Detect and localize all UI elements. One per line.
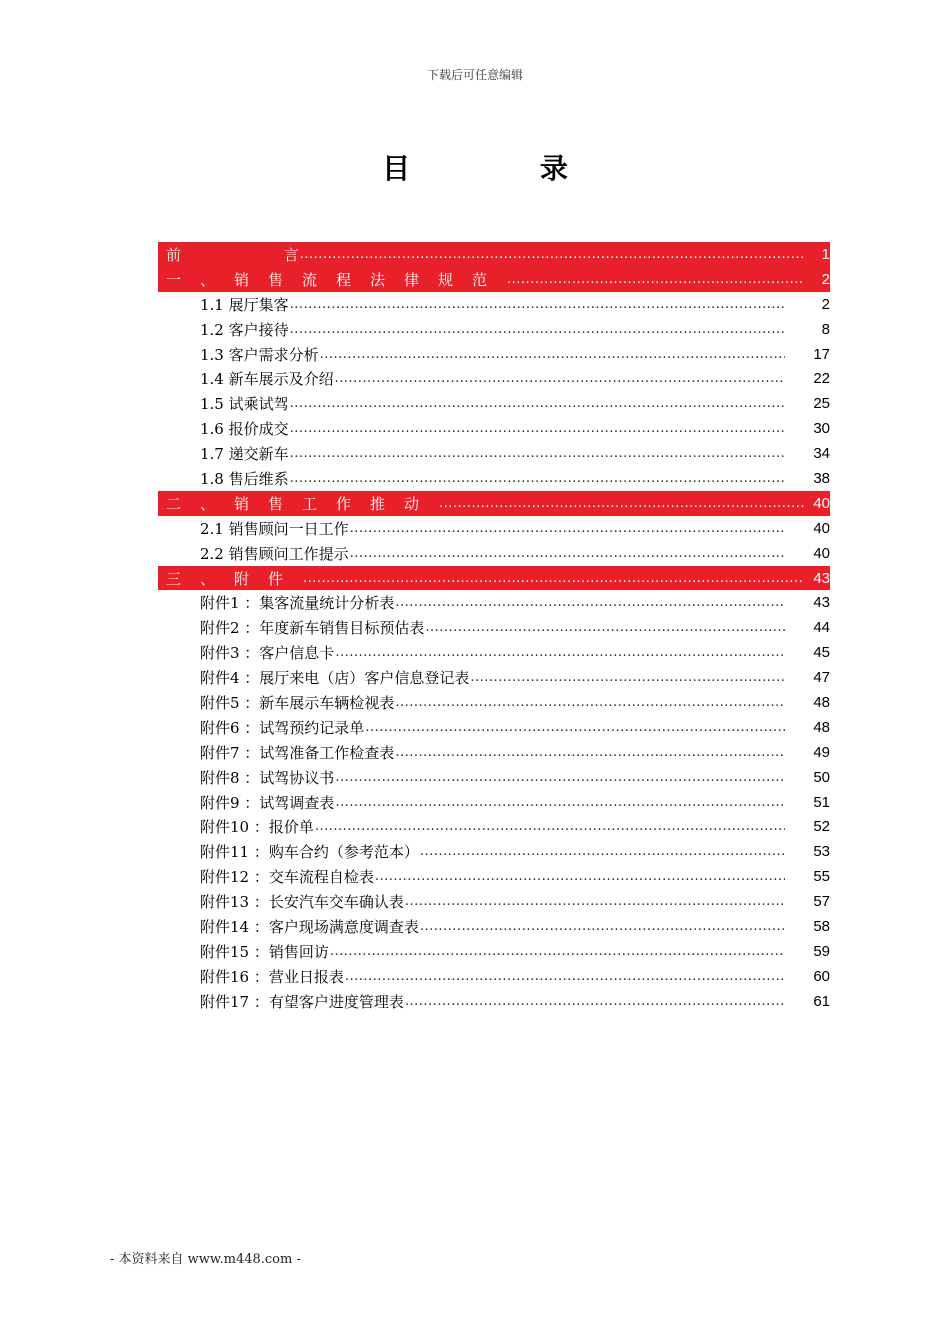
toc-leader-dots	[395, 595, 785, 610]
toc-page-number: 40	[813, 519, 830, 537]
toc-entry-label: 附件1 ：集客流量统计分析表	[200, 594, 395, 613]
toc-entry-row[interactable]	[158, 839, 830, 864]
toc-page-number: 43	[813, 569, 830, 587]
toc-entry-row[interactable]	[158, 914, 830, 939]
toc-leader-dots	[345, 969, 785, 984]
toc-entry-row[interactable]	[158, 541, 830, 566]
toc-page-number: 52	[813, 818, 830, 836]
toc-entry-label: 附件15 ：销售回访	[200, 942, 329, 961]
toc-page-number: 53	[813, 843, 830, 861]
toc-entry-label: 1.5 试乘试驾	[200, 395, 289, 414]
toc-page-number: 59	[813, 942, 830, 960]
toc-leader-dots	[290, 297, 785, 312]
toc-entry-label: 1.4 新车展示及介绍	[200, 370, 334, 389]
toc-entry-label: 前 言	[166, 245, 299, 264]
toc-entry-row[interactable]	[158, 889, 830, 914]
footer-note: - 本资料来自 www.m448.com -	[110, 1252, 301, 1267]
toc-entry-label: 附件10 ：报价单	[200, 818, 314, 837]
toc-entry-row[interactable]	[158, 790, 830, 815]
toc-page-number: 61	[813, 992, 830, 1010]
toc-leader-dots	[290, 421, 785, 436]
toc-entry-label: 附件16 ：营业日报表	[200, 967, 344, 986]
toc-entry-row[interactable]	[158, 665, 830, 690]
toc-entry-label: 附件12 ：交车流程自检表	[200, 868, 374, 887]
toc-leader-dots	[300, 247, 804, 262]
toc-entry-row[interactable]	[158, 715, 830, 740]
toc-entry-label: 附件6 ：试驾预约记录单	[200, 718, 365, 737]
toc-page-number: 2	[821, 270, 830, 288]
toc-leader-dots	[425, 620, 785, 635]
toc-entry-row[interactable]	[158, 690, 830, 715]
toc-entry-label: 2.2 销售顾问工作提示	[200, 544, 349, 563]
toc-page-number: 49	[813, 743, 830, 761]
toc-leader-dots	[335, 371, 785, 386]
toc-entry-label: 三、附件	[166, 569, 303, 588]
toc-leader-dots	[365, 720, 785, 735]
toc-page-number: 40	[813, 494, 830, 512]
toc-entry-label: 附件17 ：有望客户进度管理表	[200, 992, 404, 1011]
toc-entry-row[interactable]	[158, 864, 830, 889]
toc-entry-row[interactable]	[158, 964, 830, 989]
toc-entry-row[interactable]	[158, 441, 830, 466]
toc-page-number: 8	[821, 320, 830, 338]
toc-page-number: 55	[813, 868, 830, 886]
toc-entry-label: 1.1 展厅集客	[200, 295, 289, 314]
toc-entry-label: 附件13 ：长安汽车交车确认表	[200, 893, 404, 912]
toc-page-number: 60	[813, 967, 830, 985]
page-title: 目 录	[382, 152, 628, 185]
toc-entry-row[interactable]	[158, 640, 830, 665]
toc-entry-row[interactable]	[158, 740, 830, 765]
toc-page-number: 48	[813, 693, 830, 711]
toc-leader-dots	[395, 695, 785, 710]
toc-leader-dots	[375, 869, 785, 884]
toc-leader-dots	[290, 446, 785, 461]
toc-page-number: 51	[813, 793, 830, 811]
toc-entry-label: 附件3 ：客户信息卡	[200, 644, 335, 663]
toc-entry-label: 一、销售流程法律规范	[166, 270, 507, 289]
toc-page-number: 38	[813, 469, 830, 487]
toc-leader-dots	[335, 795, 785, 810]
toc-entry-label: 1.3 客户需求分析	[200, 345, 319, 364]
toc-page-number: 58	[813, 917, 830, 935]
toc-chapter-row[interactable]	[158, 566, 830, 591]
toc-chapter-row[interactable]	[158, 491, 830, 516]
toc-leader-dots	[405, 894, 785, 909]
toc-page-number: 43	[813, 594, 830, 612]
toc-leader-dots	[395, 745, 785, 760]
toc-entry-row[interactable]	[158, 416, 830, 441]
header-note: 下载后可任意编辑	[426, 68, 523, 82]
toc-entry-row[interactable]	[158, 939, 830, 964]
toc-entry-row[interactable]	[158, 989, 830, 1014]
toc-entry-label: 二、销售工作推动	[166, 494, 439, 513]
toc-leader-dots	[330, 944, 785, 959]
toc-entry-row[interactable]	[158, 391, 830, 416]
toc-entry-row[interactable]	[158, 466, 830, 491]
toc-entry-label: 附件9 ：试驾调查表	[200, 793, 335, 812]
toc-page-number: 48	[813, 718, 830, 736]
toc-leader-dots	[303, 571, 804, 586]
toc-leader-dots	[350, 521, 785, 536]
toc-leader-dots	[315, 819, 785, 834]
toc-entry-label: 附件14 ：客户现场满意度调查表	[200, 917, 419, 936]
toc-leader-dots	[290, 322, 785, 337]
toc-entry-row[interactable]	[158, 342, 830, 367]
toc-page-number: 34	[813, 445, 830, 463]
toc-entry-label: 附件8 ：试驾协议书	[200, 768, 335, 787]
toc-leader-dots	[507, 272, 804, 287]
toc-leader-dots	[320, 347, 785, 362]
toc-page-number: 57	[813, 893, 830, 911]
toc-leader-dots	[439, 496, 804, 511]
toc-entry-label: 附件5 ：新车展示车辆检视表	[200, 693, 395, 712]
toc-leader-dots	[335, 770, 785, 785]
toc-leader-dots	[350, 546, 785, 561]
toc-page-number: 44	[813, 619, 830, 637]
table-of-contents	[158, 242, 830, 1014]
toc-entry-label: 附件2 ：年度新车销售目标预估表	[200, 619, 425, 638]
toc-page-number: 25	[813, 395, 830, 413]
toc-page-number: 1	[821, 245, 830, 263]
toc-entry-row[interactable]	[158, 590, 830, 615]
toc-entry-row[interactable]	[158, 366, 830, 391]
toc-page-number: 40	[813, 544, 830, 562]
toc-entry-label: 1.7 递交新车	[200, 445, 289, 464]
toc-entry-label: 1.8 售后维系	[200, 469, 289, 488]
toc-chapter-row[interactable]	[158, 242, 830, 267]
toc-entry-label: 附件11 ：购车合约（参考范本）	[200, 843, 419, 862]
toc-leader-dots	[420, 919, 785, 934]
toc-entry-label: 1.2 客户接待	[200, 320, 289, 339]
toc-entry-row[interactable]	[158, 615, 830, 640]
toc-page-number: 45	[813, 644, 830, 662]
toc-leader-dots	[335, 645, 785, 660]
toc-entry-row[interactable]	[158, 292, 830, 317]
toc-page-number: 17	[813, 345, 830, 363]
toc-entry-row[interactable]	[158, 516, 830, 541]
toc-entry-label: 2.1 销售顾问一日工作	[200, 519, 349, 538]
toc-entry-label: 附件7 ：试驾准备工作检查表	[200, 743, 395, 762]
toc-leader-dots	[290, 471, 785, 486]
toc-chapter-row[interactable]	[158, 267, 830, 292]
toc-leader-dots	[420, 844, 785, 859]
toc-entry-row[interactable]	[158, 814, 830, 839]
toc-page-number: 30	[813, 420, 830, 438]
toc-entry-row[interactable]	[158, 317, 830, 342]
toc-page-number: 22	[813, 370, 830, 388]
toc-leader-dots	[405, 994, 785, 1009]
toc-leader-dots	[470, 670, 785, 685]
toc-page-number: 50	[813, 768, 830, 786]
toc-page-number: 47	[813, 669, 830, 687]
toc-entry-label: 1.6 报价成交	[200, 420, 289, 439]
toc-page-number: 2	[821, 295, 830, 313]
toc-entry-label: 附件4 ：展厅来电（店）客户信息登记表	[200, 669, 470, 688]
toc-entry-row[interactable]	[158, 765, 830, 790]
toc-leader-dots	[290, 396, 785, 411]
